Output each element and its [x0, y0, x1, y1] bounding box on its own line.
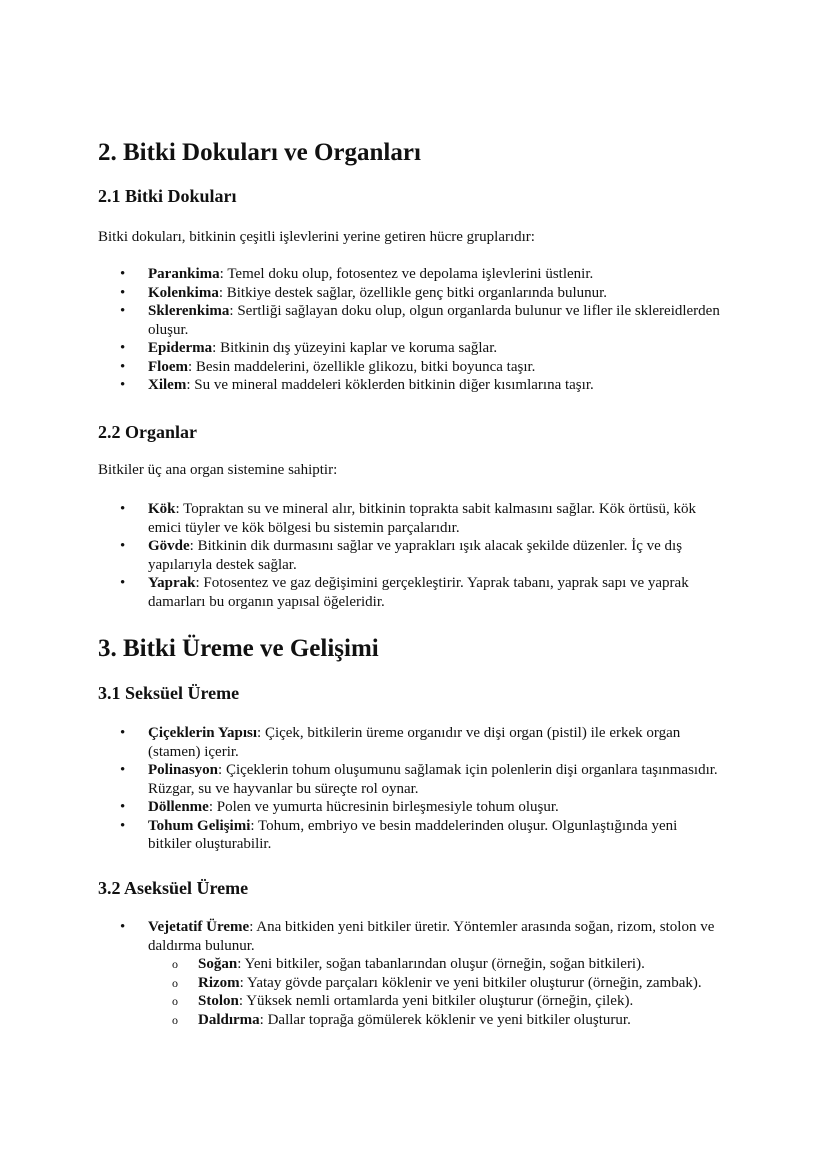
- list-item: [98, 358, 724, 377]
- item-term: Kolenkima: [148, 284, 219, 301]
- list-item: [98, 918, 724, 1029]
- bullet-icon: •: [120, 799, 126, 815]
- item-term: Çiçeklerin Yapısı: [148, 725, 258, 741]
- item-text: : Bitkiye destek sağlar, özellikle genç bitki organlarında bulunur.: [218, 284, 608, 301]
- list-item: [98, 302, 724, 339]
- item-text: : Bitkinin dik durmasını sağlar ve yaprakları ışık alacak şekilde düzenler. İç ve dış yapılarıyla destek sağlar.: [148, 538, 683, 573]
- circle-bullet-icon: o: [172, 994, 178, 1008]
- item-term: Rizom: [198, 974, 240, 991]
- section-2-1-intro: Bitki dokuları, bitkinin çeşitli işlevlerini yerine getiren hücre gruplarıdır:: [98, 229, 535, 245]
- item-term: Vejetatif Üreme: [148, 919, 250, 935]
- item-text: : Çiçek, bitkilerin üreme organıdır ve dişi organ (pistil) ile erkek organ (stamen) içerir.: [148, 725, 681, 760]
- list-item: [98, 817, 724, 854]
- list-item: [98, 537, 724, 574]
- item-text: : Fotosentez ve gaz değişimini gerçekleştirir. Yaprak tabanı, yaprak sapı ve yaprak damarları bu organın yapısal öğeleridir.: [148, 575, 689, 610]
- bullet-icon: •: [120, 762, 126, 778]
- item-term: Floem: [148, 358, 188, 375]
- item-term: Gövde: [148, 538, 190, 554]
- bullet-icon: •: [120, 575, 126, 591]
- list-item: [98, 339, 724, 358]
- sexual-reproduction-list: [98, 724, 738, 854]
- circle-bullet-icon: o: [172, 975, 178, 990]
- item-term: Polinasyon: [148, 762, 219, 778]
- list-item: [98, 500, 724, 537]
- bullet-icon: •: [120, 377, 126, 393]
- item-term: Tohum Gelişimi: [148, 817, 251, 834]
- sub-list-item: [148, 974, 703, 993]
- bullet-icon: •: [120, 817, 126, 834]
- list-item: [98, 376, 724, 395]
- list-item: [98, 724, 724, 761]
- item-term: Epiderma: [148, 340, 213, 356]
- item-term: Sklerenkima: [148, 303, 230, 319]
- item-text: : Polen ve yumurta hücresinin birleşmesiyle tohum oluşur.: [208, 799, 559, 815]
- item-term: Parankima: [148, 266, 220, 282]
- bullet-icon: •: [120, 501, 126, 517]
- item-term: Döllenme: [148, 799, 209, 815]
- section-2-heading: 2. Bitki Dokuları ve Organları: [98, 139, 421, 166]
- item-text: : Temel doku olup, fotosentez ve depolama işlevlerini üstlenir.: [219, 266, 594, 282]
- sub-list-item: [148, 1011, 703, 1030]
- item-text: : Tohum, embriyo ve besin maddelerinden oluşur. Olgunlaştığında yeni bitkiler oluşturabilir.: [148, 817, 678, 852]
- circle-bullet-icon: o: [172, 1012, 178, 1027]
- bullet-icon: •: [120, 303, 126, 319]
- item-term: Kök: [148, 501, 176, 517]
- list-item: [98, 798, 724, 817]
- list-item: [98, 574, 724, 611]
- circle-bullet-icon: o: [172, 957, 178, 971]
- item-text: : Yeni bitkiler, soğan tabanlarından oluşur (örneğin, soğan bitkileri).: [237, 956, 645, 972]
- bullet-icon: •: [120, 284, 126, 301]
- item-text: : Besin maddelerini, özellikle glikozu, bitki boyunca taşır.: [187, 358, 536, 375]
- list-item: [98, 761, 724, 798]
- sub-list-item: [148, 955, 703, 974]
- item-text: : Su ve mineral maddeleri köklerden bitkinin diğer kısımlarına taşır.: [186, 377, 594, 393]
- section-2-2-heading: 2.2 Organlar: [98, 422, 197, 442]
- sub-list-item: [148, 992, 703, 1011]
- item-text: : Sertliği sağlayan doku olup, olgun organlarda bulunur ve lifler ile sklereidlerden oluşur.: [148, 303, 720, 338]
- item-term: Xilem: [148, 377, 187, 393]
- item-text: : Dallar toprağa gömülerek köklenir ve yeni bitkiler oluşturur.: [259, 1011, 631, 1028]
- section-3-2-heading: 3.2 Aseksüel Üreme: [98, 878, 249, 898]
- item-term: Daldırma: [198, 1011, 260, 1028]
- bullet-icon: •: [120, 725, 126, 741]
- section-2-2-intro: Bitkiler üç ana organ sistemine sahiptir:: [98, 462, 338, 478]
- section-3-heading: 3. Bitki Üreme ve Gelişimi: [98, 635, 379, 662]
- list-item: [98, 284, 724, 303]
- item-term: Stolon: [198, 993, 239, 1009]
- asexual-reproduction-list: [98, 918, 738, 1029]
- item-text: : Topraktan su ve mineral alır, bitkinin toprakta sabit kalmasını sağlar. Kök örtüsü, kök emici tüyler ve kök bölgesi bu sistemin parçalarıdır.: [148, 501, 696, 536]
- item-text: : Yüksek nemli ortamlarda yeni bitkiler oluşturur (örneğin, çilek).: [238, 993, 634, 1009]
- organ-list: [98, 500, 738, 611]
- item-text: : Yatay gövde parçaları köklenir ve yeni bitkiler oluşturur (örneğin, zambak).: [239, 974, 702, 991]
- bullet-icon: •: [120, 340, 126, 356]
- section-3-1-heading: 3.1 Seksüel Üreme: [98, 683, 240, 703]
- tissue-list: [98, 265, 738, 395]
- bullet-icon: •: [120, 358, 126, 375]
- bullet-icon: •: [120, 538, 126, 554]
- item-text: : Çiçeklerin tohum oluşumunu sağlamak için polenlerin dişi organlara taşınmasıdır. Rüzgar, su ve hayvanlar bu süreçte rol oynar.: [148, 762, 718, 797]
- item-text: : Bitkinin dış yüzeyini kaplar ve koruma sağlar.: [212, 340, 498, 356]
- bullet-icon: •: [120, 266, 126, 282]
- item-term: Yaprak: [148, 575, 196, 591]
- item-text: : Ana bitkiden yeni bitkiler üretir. Yöntemler arasında soğan, rizom, stolon ve daldırma bulunur.: [148, 919, 715, 954]
- item-term: Soğan: [198, 956, 238, 972]
- vegetative-methods-list: [148, 955, 724, 1029]
- section-2-1-heading: 2.1 Bitki Dokuları: [98, 186, 237, 206]
- bullet-icon: •: [120, 919, 126, 935]
- list-item: [98, 265, 724, 284]
